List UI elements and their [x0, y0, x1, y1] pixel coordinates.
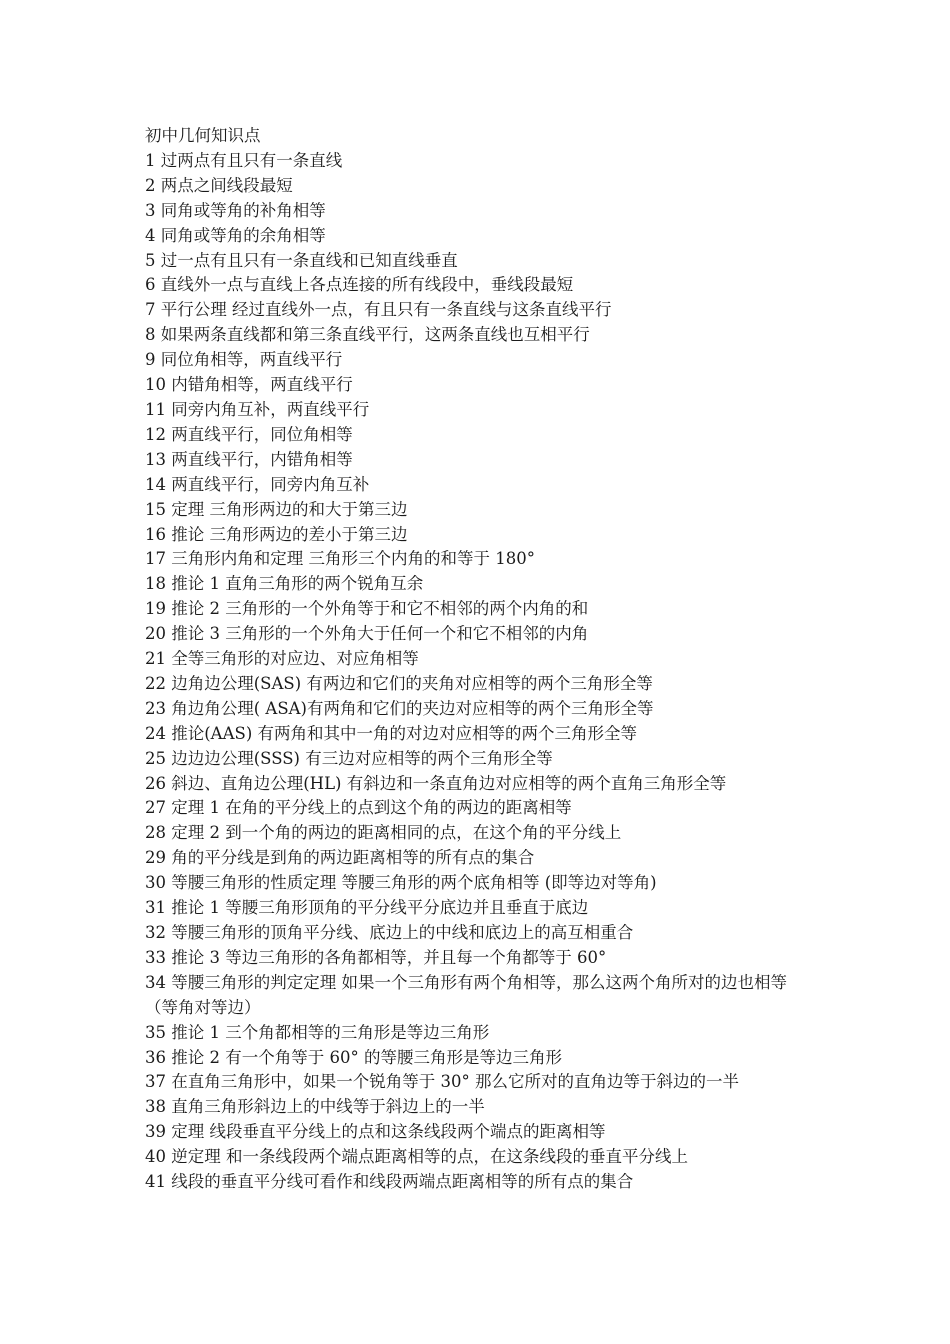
theorem-line-35: 35 推论 1 三个角都相等的三角形是等边三角形 [145, 1022, 490, 1042]
theorem-line-24: 24 推论(AAS) 有两角和其中一角的对边对应相等的两个三角形全等 [145, 723, 637, 743]
theorem-line-36: 36 推论 2 有一个角等于 60° 的等腰三角形是等边三角形 [145, 1047, 562, 1067]
theorem-line-6: 6 直线外一点与直线上各点连接的所有线段中，垂线段最短 [145, 275, 574, 295]
theorem-line-34: 34 等腰三角形的判定定理 如果一个三角形有两个角相等，那么这两个角所对的边也相等（等角对等边） [145, 972, 787, 1017]
theorem-line-14: 14 两直线平行，同旁内角互补 [145, 474, 370, 494]
theorem-line-28: 28 定理 2 到一个角的两边的距离相同的点，在这个角的平分线上 [145, 823, 622, 843]
theorem-list [145, 149, 810, 1195]
theorem-line-15: 15 定理 三角形两边的和大于第三边 [145, 499, 408, 519]
theorem-line-22: 22 边角边公理(SAS) 有两边和它们的夹角对应相等的两个三角形全等 [145, 673, 653, 693]
theorem-line-2: 2 两点之间线段最短 [145, 175, 293, 195]
theorem-line-20: 20 推论 3 三角形的一个外角大于任何一个和它不相邻的内角 [145, 624, 589, 644]
theorem-line-16: 16 推论 三角形两边的差小于第三边 [145, 524, 408, 544]
theorem-line-7: 7 平行公理 经过直线外一点，有且只有一条直线与这条直线平行 [145, 300, 612, 320]
theorem-line-23: 23 角边角公理( ASA)有两角和它们的夹边对应相等的两个三角形全等 [145, 698, 654, 718]
theorem-line-25: 25 边边边公理(SSS) 有三边对应相等的两个三角形全等 [145, 748, 553, 768]
theorem-line-31: 31 推论 1 等腰三角形顶角的平分线平分底边并且垂直于底边 [145, 898, 589, 918]
theorem-line-4: 4 同角或等角的余角相等 [145, 225, 326, 245]
theorem-line-27: 27 定理 1 在角的平分线上的点到这个角的两边的距离相等 [145, 798, 572, 818]
theorem-line-11: 11 同旁内角互补，两直线平行 [145, 399, 370, 419]
theorem-line-41: 41 线段的垂直平分线可看作和线段两端点距离相等的所有点的集合 [145, 1172, 634, 1192]
theorem-line-26: 26 斜边、直角边公理(HL) 有斜边和一条直角边对应相等的两个直角三角形全等 [145, 773, 727, 793]
theorem-line-40: 40 逆定理 和一条线段两个端点距离相等的点，在这条线段的垂直平分线上 [145, 1147, 688, 1167]
document-body [145, 124, 810, 1195]
theorem-line-18: 18 推论 1 直角三角形的两个锐角互余 [145, 574, 424, 594]
theorem-line-1: 1 过两点有且只有一条直线 [145, 150, 343, 170]
theorem-line-32: 32 等腰三角形的顶角平分线、底边上的中线和底边上的高互相重合 [145, 923, 634, 942]
theorem-line-37: 37 在直角三角形中，如果一个锐角等于 30° 那么它所对的直角边等于斜边的一半 [145, 1072, 739, 1092]
theorem-line-5: 5 过一点有且只有一条直线和已知直线垂直 [145, 250, 458, 270]
theorem-line-9: 9 同位角相等，两直线平行 [145, 350, 343, 370]
theorem-line-10: 10 内错角相等，两直线平行 [145, 375, 353, 395]
theorem-line-13: 13 两直线平行，内错角相等 [145, 449, 353, 469]
theorem-line-30: 30 等腰三角形的性质定理 等腰三角形的两个底角相等 (即等边对等角) [145, 873, 657, 893]
theorem-line-39: 39 定理 线段垂直平分线上的点和这条线段两个端点的距离相等 [145, 1122, 606, 1142]
theorem-line-29: 29 角的平分线是到角的两边距离相等的所有点的集合 [145, 848, 535, 868]
theorem-line-19: 19 推论 2 三角形的一个外角等于和它不相邻的两个内角的和 [145, 599, 589, 619]
document-title: 初中几何知识点 [145, 126, 261, 145]
theorem-line-17: 17 三角形内角和定理 三角形三个内角的和等于 180° [145, 549, 535, 569]
theorem-line-38: 38 直角三角形斜边上的中线等于斜边上的一半 [145, 1097, 485, 1117]
theorem-line-12: 12 两直线平行，同位角相等 [145, 424, 353, 444]
theorem-line-33: 33 推论 3 等边三角形的各角都相等，并且每一个角都等于 60° [145, 947, 607, 967]
theorem-line-21: 21 全等三角形的对应边、对应角相等 [145, 649, 419, 669]
theorem-line-8: 8 如果两条直线都和第三条直线平行，这两条直线也互相平行 [145, 325, 590, 345]
theorem-line-3: 3 同角或等角的补角相等 [145, 200, 326, 220]
